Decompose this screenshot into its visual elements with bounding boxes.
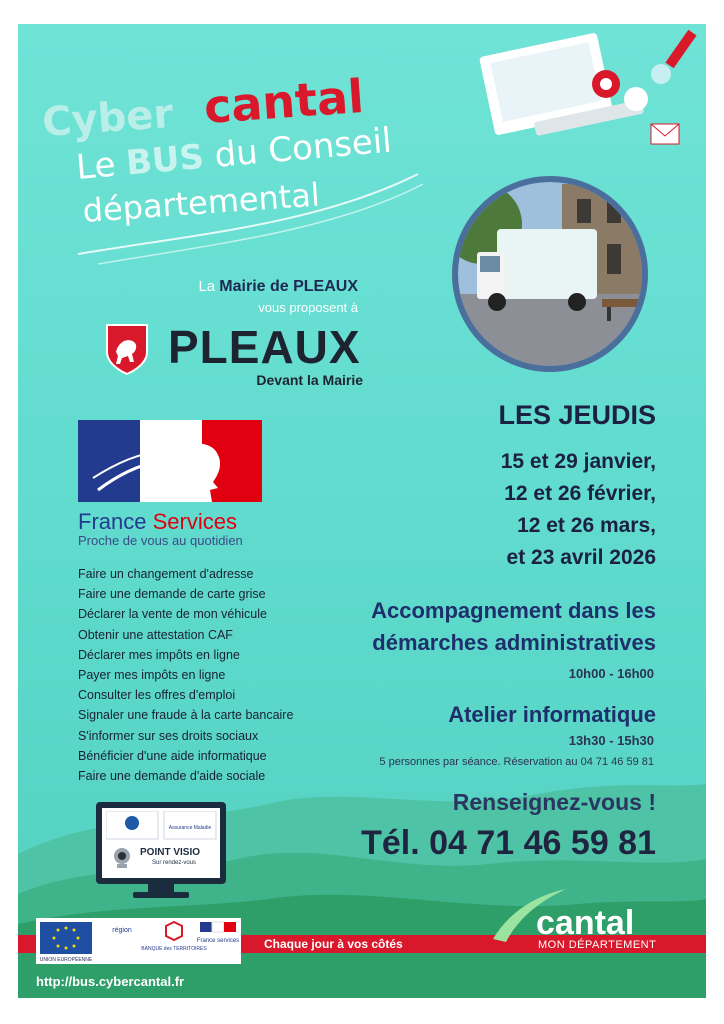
pleaux-coat-of-arms-icon xyxy=(104,322,150,376)
title-bus: BUS xyxy=(124,136,206,184)
title-cyber: Cyber xyxy=(40,90,175,146)
monitor-stand xyxy=(148,884,174,892)
service-item: Déclarer la vente de mon véhicule xyxy=(78,607,267,622)
website-link[interactable]: http://bus.cybercantal.fr xyxy=(36,974,185,989)
service-item: S'informer sur ses droits sociaux xyxy=(78,728,259,743)
partner-logos-strip xyxy=(36,918,241,964)
mairie-prefix: La xyxy=(198,278,216,295)
banque-label: BANQUE des TERRITOIRES xyxy=(141,946,207,952)
bus-photo xyxy=(442,174,662,374)
date-line: 15 et 29 janvier, xyxy=(500,450,656,473)
title-departemental: départemental xyxy=(81,175,321,230)
propose-text: vous proposent à xyxy=(258,300,358,315)
atelier-hours: 13h30 - 15h30 xyxy=(568,733,654,748)
france-services-title xyxy=(78,509,237,535)
cantal-brand: cantal xyxy=(536,904,635,942)
poster xyxy=(18,24,706,998)
service-item: Payer mes impôts en ligne xyxy=(78,668,226,683)
partner-logos-icon xyxy=(106,811,218,841)
phone-number[interactable]: Tél. 04 71 46 59 81 xyxy=(361,824,656,862)
service-item: Faire une demande d'aide sociale xyxy=(78,769,266,784)
service-item: Faire un changement d'adresse xyxy=(78,567,254,581)
service-item: Faire une demande de carte grise xyxy=(78,587,266,602)
monitor-base xyxy=(133,892,189,898)
atelier-note: 5 personnes par séance. Réservation au 04 71 46 59 81 xyxy=(379,756,654,768)
contact-cta: Renseignez-vous ! xyxy=(452,789,656,815)
date-line: 12 et 26 mars, xyxy=(517,514,656,537)
days-heading: LES JEUDIS xyxy=(498,400,656,430)
service-item: Déclarer mes impôts en ligne xyxy=(78,647,240,662)
webcam-icon xyxy=(110,846,134,870)
partner-assurance-maladie: Assurance Maladie xyxy=(168,825,212,831)
service-item: Obtenir une attestation CAF xyxy=(78,627,233,642)
dates-list xyxy=(501,446,656,574)
title-bus-suffix: du Conseil xyxy=(212,120,394,176)
mairie-name: Mairie de PLEAUX xyxy=(219,278,358,295)
cantal-brand-sub: MON DÉPARTEMENT xyxy=(538,939,657,951)
service-item: Signaler une fraude à la carte bancaire xyxy=(78,708,294,723)
france-services-red: Services xyxy=(152,509,237,534)
eu-flag-icon xyxy=(36,918,241,964)
service-item: Bénéficier d'une aide informatique xyxy=(78,748,267,763)
accompagnement-line: démarches administratives xyxy=(372,630,656,655)
point-visio-title: POINT VISIO xyxy=(140,847,201,858)
title-cantal: cantal xyxy=(202,68,366,134)
france-services-subtitle: Proche de vous au quotidien xyxy=(78,533,243,548)
accompagnement-line: Accompagnement dans les xyxy=(371,598,656,623)
fs-small-logo: France services xyxy=(196,938,240,944)
services-list xyxy=(78,564,293,786)
accompagnement-heading xyxy=(371,595,656,659)
date-line: 12 et 26 février, xyxy=(504,482,656,505)
eu-label: UNION EUROPÉENNE xyxy=(39,957,93,963)
france-services-blue: France xyxy=(78,509,147,534)
location-text: Devant la Mairie xyxy=(256,372,363,388)
town-name: PLEAUX xyxy=(168,321,361,373)
date-line: et 23 avril 2026 xyxy=(506,546,656,569)
footer-slogan: Chaque jour à vos côtés xyxy=(264,937,403,951)
tech-illustration-icon xyxy=(456,24,706,164)
accompagnement-hours: 10h00 - 16h00 xyxy=(568,666,654,681)
mairie-line xyxy=(148,278,358,296)
marianne-logo-icon xyxy=(78,420,262,502)
service-item: Consulter les offres d'emploi xyxy=(78,688,236,703)
point-visio-subtitle: Sur rendez-vous xyxy=(152,860,197,866)
title-bus-prefix: Le xyxy=(74,144,118,188)
atelier-heading: Atelier informatique xyxy=(448,702,656,727)
region-label: région xyxy=(112,927,132,934)
